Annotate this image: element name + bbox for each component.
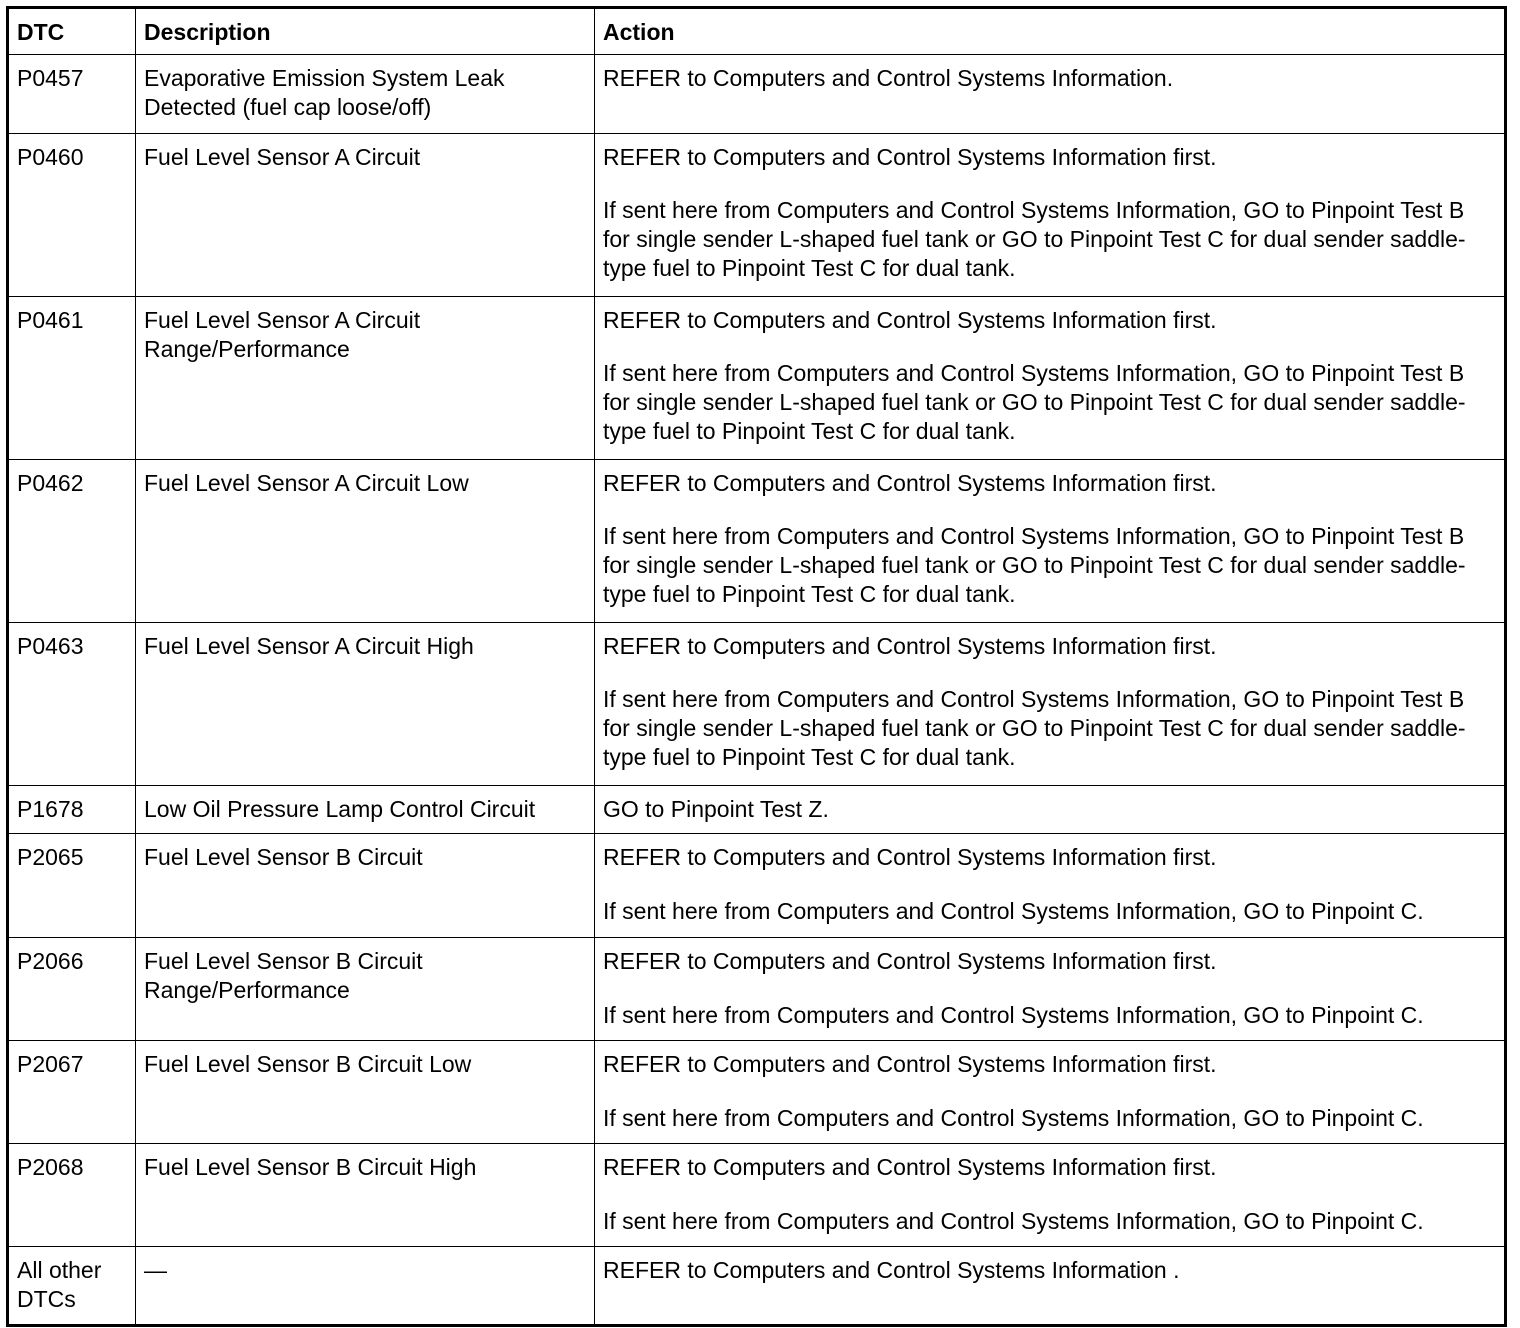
action-text: REFER to Computers and Control Systems Information first.	[603, 948, 1217, 974]
dtc-code: P0462	[8, 460, 136, 623]
table-row	[8, 834, 1506, 938]
dtc-description: Fuel Level Sensor B Circuit	[136, 834, 595, 938]
action-followup-text: If sent here from Computers and Control Systems Information, GO to Pinpoint Test B for single sender L-shaped fuel tank or GO to Pinpoint Test C for dual sender saddle-type fuel to Pinpoint Test C for dual tank.	[603, 360, 1466, 444]
dtc-action	[595, 938, 1506, 1041]
action-followup-text: If sent here from Computers and Control Systems Information, GO to Pinpoint Test B for single sender L-shaped fuel tank or GO to Pinpoint Test C for dual sender saddle-type fuel to Pinpoint Test C for dual tank.	[603, 197, 1466, 281]
dtc-description: —	[136, 1247, 595, 1326]
action-followup-text: If sent here from Computers and Control Systems Information, GO to Pinpoint Test B for single sender L-shaped fuel tank or GO to Pinpoint Test C for dual sender saddle-type fuel to Pinpoint Test C for dual tank.	[603, 523, 1466, 607]
action-text: REFER to Computers and Control Systems Information first.	[603, 1051, 1217, 1077]
table-row	[8, 786, 1506, 834]
dtc-code: P0457	[8, 55, 136, 134]
header-dtc: DTC	[8, 8, 136, 55]
dtc-code: P2066	[8, 938, 136, 1041]
action-text: REFER to Computers and Control Systems Information first.	[603, 844, 1217, 870]
table-row	[8, 623, 1506, 786]
action-text: REFER to Computers and Control Systems Information first.	[603, 1154, 1217, 1180]
action-followup-text: If sent here from Computers and Control Systems Information, GO to Pinpoint C.	[603, 1208, 1424, 1234]
action-text: REFER to Computers and Control Systems Information first.	[603, 307, 1217, 333]
table-row	[8, 938, 1506, 1041]
dtc-description: Fuel Level Sensor B Circuit High	[136, 1144, 595, 1247]
dtc-code: P0460	[8, 134, 136, 297]
dtc-code: P1678	[8, 786, 136, 834]
action-followup-text: If sent here from Computers and Control Systems Information, GO to Pinpoint C.	[603, 1002, 1424, 1028]
dtc-action	[595, 1144, 1506, 1247]
dtc-description: Fuel Level Sensor A Circuit Range/Performance	[136, 297, 595, 460]
dtc-code: P0463	[8, 623, 136, 786]
dtc-description: Fuel Level Sensor B Circuit Range/Performance	[136, 938, 595, 1041]
dtc-code: P2067	[8, 1041, 136, 1144]
dtc-action	[595, 1041, 1506, 1144]
dtc-code: P2068	[8, 1144, 136, 1247]
action-followup-text: If sent here from Computers and Control Systems Information, GO to Pinpoint C.	[603, 898, 1424, 924]
dtc-action	[595, 297, 1506, 460]
action-text: REFER to Computers and Control Systems Information first.	[603, 470, 1217, 496]
dtc-action	[595, 134, 1506, 297]
table-row	[8, 460, 1506, 623]
header-row	[8, 8, 1506, 55]
dtc-action	[595, 1247, 1506, 1326]
dtc-description: Evaporative Emission System Leak Detected (fuel cap loose/off)	[136, 55, 595, 134]
dtc-table	[6, 6, 1507, 1327]
table-row	[8, 297, 1506, 460]
dtc-action	[595, 786, 1506, 834]
action-followup-text: If sent here from Computers and Control Systems Information, GO to Pinpoint Test B for single sender L-shaped fuel tank or GO to Pinpoint Test C for dual sender saddle-type fuel to Pinpoint Test C for dual tank.	[603, 686, 1466, 770]
dtc-action	[595, 834, 1506, 938]
header-action: Action	[595, 8, 1506, 55]
action-text: REFER to Computers and Control Systems Information first.	[603, 633, 1217, 659]
dtc-description: Low Oil Pressure Lamp Control Circuit	[136, 786, 595, 834]
table-row	[8, 1247, 1506, 1326]
dtc-description: Fuel Level Sensor A Circuit High	[136, 623, 595, 786]
dtc-code: P2065	[8, 834, 136, 938]
dtc-code: All other DTCs	[8, 1247, 136, 1326]
dtc-description: Fuel Level Sensor B Circuit Low	[136, 1041, 595, 1144]
action-text: REFER to Computers and Control Systems Information .	[603, 1257, 1180, 1283]
table-row	[8, 1041, 1506, 1144]
dtc-action	[595, 55, 1506, 134]
dtc-action	[595, 460, 1506, 623]
action-followup-text: If sent here from Computers and Control Systems Information, GO to Pinpoint C.	[603, 1105, 1424, 1131]
dtc-description: Fuel Level Sensor A Circuit	[136, 134, 595, 297]
table-row	[8, 55, 1506, 134]
dtc-code: P0461	[8, 297, 136, 460]
action-text: REFER to Computers and Control Systems Information.	[603, 65, 1174, 91]
table-row	[8, 1144, 1506, 1247]
dtc-action	[595, 623, 1506, 786]
header-description: Description	[136, 8, 595, 55]
table-row	[8, 134, 1506, 297]
action-text: REFER to Computers and Control Systems Information first.	[603, 144, 1217, 170]
action-text: GO to Pinpoint Test Z.	[603, 796, 829, 822]
dtc-description: Fuel Level Sensor A Circuit Low	[136, 460, 595, 623]
